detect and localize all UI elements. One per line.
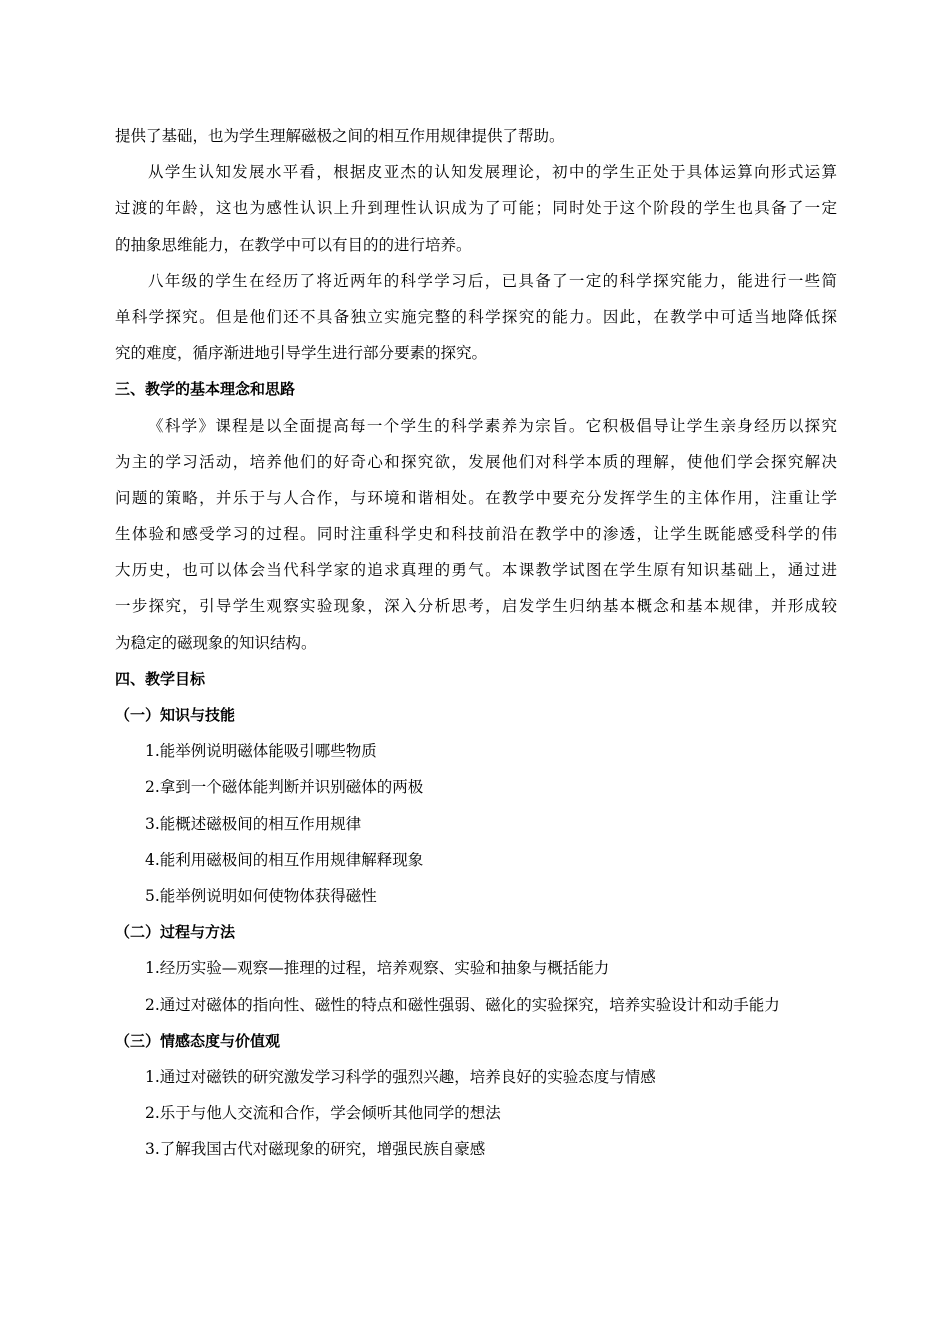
list-item: 2.通过对磁体的指向性、磁性的特点和磁性强弱、磁化的实验探究，培养实验设计和动手能力 [145, 995, 780, 1014]
list-item: 1.能举例说明磁体能吸引哪些物质 [145, 742, 377, 761]
body-text-line: 的抽象思维能力，在教学中可以有目的的进行培养。 [115, 235, 472, 254]
list-item: 2.乐于与他人交流和合作，学会倾听其他同学的想法 [145, 1104, 501, 1123]
list-item: 4.能利用磁极间的相互作用规律解释现象 [145, 850, 424, 869]
body-text-line: 过渡的年龄，这也为感性认识上升到理性认识成为了可能；同时处于这个阶段的学生也具备了一定 [115, 199, 837, 218]
body-text-line: 单科学探究。但是他们还不具备独立实施完整的科学探究的能力。因此，在教学中可适当地降低探 [115, 307, 837, 326]
list-item: 2.拿到一个磁体能判断并识别磁体的两极 [145, 778, 424, 797]
section-heading: （一）知识与技能 [115, 706, 236, 724]
list-item: 5.能举例说明如何使物体获得磁性 [145, 886, 377, 905]
body-text-line: 为主的学习活动，培养他们的好奇心和探究欲，发展他们对科学本质的理解，使他们学会探究解决 [115, 452, 837, 471]
section-heading: （三）情感态度与价值观 [115, 1031, 281, 1050]
list-item: 3.能概述磁极间的相互作用规律 [145, 814, 362, 833]
section-heading: 四、教学目标 [115, 669, 206, 688]
paragraph-first-line: 八年级的学生在经历了将近两年的科学学习后，已具备了一定的科学探究能力，能进行一些简 [148, 271, 837, 290]
body-text-line: 为稳定的磁现象的知识结构。 [115, 633, 317, 652]
list-item: 1.通过对磁铁的研究激发学习科学的强烈兴趣，培养良好的实验态度与情感 [145, 1067, 656, 1086]
body-text-line: 究的难度，循序渐进地引导学生进行部分要素的探究。 [115, 344, 488, 363]
body-text-line: 一步探究，引导学生观察实验现象，深入分析思考，启发学生归纳基本概念和基本规律，并形成较 [115, 597, 837, 616]
list-item: 1.经历实验—观察—推理的过程，培养观察、实验和抽象与概括能力 [145, 959, 610, 978]
section-heading: 三、教学的基本理念和思路 [115, 380, 296, 399]
paragraph-first-line: 《科学》课程是以全面提高每一个学生的科学素养为宗旨。它积极倡导让学生亲身经历以探究 [148, 416, 837, 435]
document-page [115, 118, 837, 1167]
body-text-line: 生体验和感受学习的过程。同时注重科学史和科技前沿在教学中的渗透，让学生既能感受科学的伟 [115, 525, 837, 544]
list-item: 3.了解我国古代对磁现象的研究，增强民族自豪感 [145, 1140, 486, 1159]
paragraph-first-line: 从学生认知发展水平看，根据皮亚杰的认知发展理论，初中的学生正处于具体运算向形式运算 [148, 163, 837, 182]
body-text-line: 大历史，也可以体会当代科学家的追求真理的勇气。本课教学试图在学生原有知识基础上，通过进 [115, 561, 837, 580]
section-heading: （二）过程与方法 [115, 923, 236, 942]
body-text-line: 提供了基础，也为学生理解磁极之间的相互作用规律提供了帮助。 [115, 127, 565, 145]
body-text-line: 问题的策略，并乐于与人合作，与环境和谐相处。在教学中要充分发挥学生的主体作用，注重让学 [115, 488, 837, 507]
